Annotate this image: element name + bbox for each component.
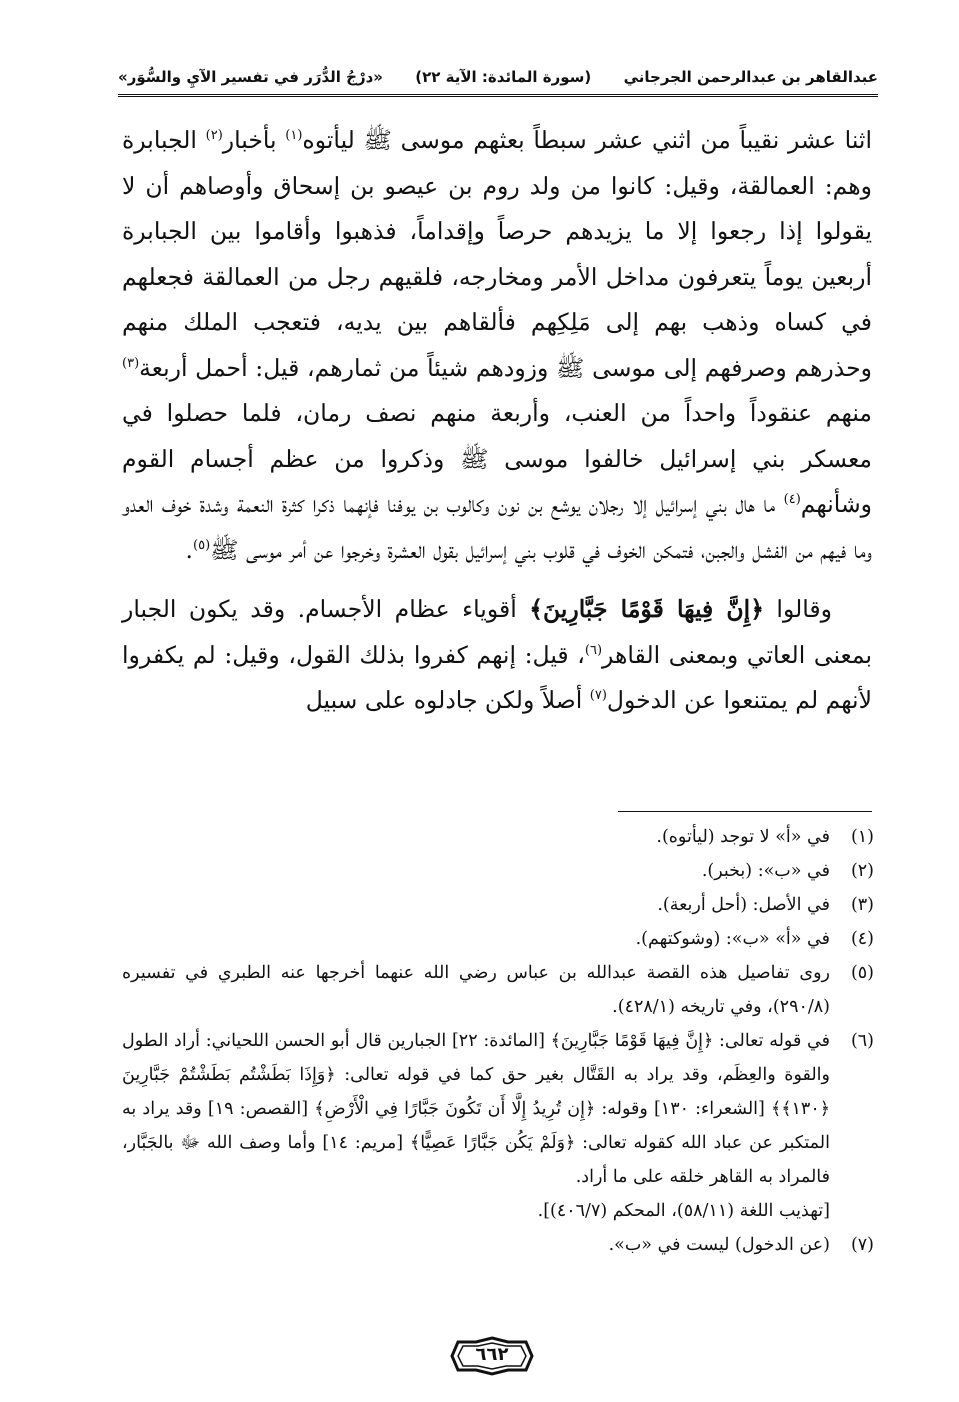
page-number-ornament — [450, 1336, 534, 1376]
paragraph-1 — [122, 118, 872, 573]
text-run: بأخبار — [222, 126, 286, 154]
footnote-ref-7[interactable]: (٧) — [589, 688, 607, 704]
quran-quote: ﴿إِنَّ فِيهَا قَوْمًا جَبَّارِينَ﴾ — [529, 595, 764, 623]
text-run: اثنا عشر نقيباً من اثني عشر سبطاً بعثهم موسى ﷺ ليأتوه — [302, 126, 872, 154]
footnote-number: (٣) — [850, 895, 874, 915]
footnote-number: (٦) — [850, 1031, 874, 1051]
footnote-number: (١) — [850, 827, 874, 847]
footnotes — [122, 820, 874, 1262]
footnote-divider — [618, 811, 872, 812]
footnote-2 — [122, 854, 874, 888]
footnote-ref-3[interactable]: (٣) — [122, 355, 140, 371]
footnote-ref-4[interactable]: (٤) — [783, 492, 801, 508]
page-number: ٦٦٢ — [475, 1344, 509, 1365]
text-run: أصلاً ولكن جادلوه على سبيل — [305, 686, 590, 714]
footnote-5 — [122, 956, 874, 1024]
footnote-text: (عن الدخول) ليست في «ب». — [608, 1235, 830, 1255]
footnote-number: (٧) — [850, 1235, 874, 1255]
text-run: ، قيل: إنهم كفروا بذلك القول، وقيل: لم يكفروا لأنهم لم يمتنعوا عن الدخول — [122, 640, 872, 714]
footnote-6-sources: [تهذيب اللغة (٥٨/١١)، المحكم (٤٠٦/٧)]. — [537, 1201, 830, 1221]
text-run: الجبابرة وهم: العمالقة، وقيل: كانوا من ولد روم بن عيصو بن إسحاق وأوصاهم أن لا يقولوا إذا رجعوا إلا ما يزيدهم حرصاً وإقداماً، فذهبوا وأقاموا بين الجبابرة أربعين يوماً يتعرفون مداخل الأمر ومخارجه، فلقيهم رجل من العمالقة فجعلهم في كساه وذهب بهم إلى مَلِكِهم فألقاهم بين يديه، فتعجب الملك منهم وحذرهم وصرفهم إلى موسى ﷺ وزودهم شيئاً من ثمارهم، قيل: أحمل أربعة — [122, 126, 872, 382]
footnote-text: روى تفاصيل هذه القصة عبدالله بن عباس رضي الله عنهما أخرجها عنه الطبري في تفسيره (٢٩٠/٨)، وفي تاريخه (٤٢٨/١). — [122, 963, 830, 1017]
footnote-1 — [122, 820, 874, 854]
text-run: . — [185, 535, 193, 564]
footnote-ref-1[interactable]: (١) — [285, 128, 303, 144]
footnote-ref-2[interactable]: (٢) — [205, 128, 223, 144]
header-author: عبدالقاهر بن عبدالرحمن الجرجاني — [623, 68, 878, 86]
main-text — [122, 118, 872, 724]
footnote-text: في الأصل: (أحل أربعة). — [657, 895, 830, 915]
text-run: ما هال بني إسرائيل إلا رجلان يوشع بن نون وكالوب بن يوفنا فإنهما ذكرا كثرة النعمة وشدة خوف العدو وما فيهم من الفشل والجبن، فتمكن الخوف في قلوب بني إسرائيل بقول العشرة وخرجوا عن أمر موسى ﷺ — [122, 490, 872, 564]
text-run: منهم عنقوداً واحداً من العنب، وأربعة منهم نصف رمان، فلما حصلوا في معسكر بني إسرائيل خالفوا موسى ﷺ وذكروا من عظم أجسام القوم وشأنهم — [122, 399, 872, 518]
footnote-4 — [122, 922, 874, 956]
text-run: وقالوا — [763, 595, 832, 623]
footnote-ref-5[interactable]: (٥) — [193, 537, 211, 553]
running-header — [118, 62, 878, 92]
footnote-text: في قوله تعالى: ﴿إِنَّ فِيهَا قَوْمًا جَبَّارِينَ﴾ [المائدة: ٢٢] الجبارين قال أبو الحسن اللحياني: أراد الطول والقوة والعِظَم، وقد يراد به القَتَّال بغير حق كما في قوله تعالى: ﴿وَإِذَا بَطَشْتُم بَطَشْتُمْ جَبَّارِينَ ﴿١٣٠﴾﴾ [الشعراء: ١٣٠] وقوله: ﴿إِن تُرِيدُ إِلَّا أَن تَكُونَ جَبَّارًا فِي الْأَرْضِ﴾ [القصص: ١٩] وقد يراد به المتكبر عن عباد الله كقوله تعالى: ﴿وَلَمْ يَكُن جَبَّارًا عَصِيًّا﴾ [مريم: ١٤] وأما وصف الله ﷻ بالجَبَّار، فالمراد به القاهر خلقه على ما أراد. — [122, 1031, 830, 1187]
footnote-text: في «أ» لا توجد (ليأتوه). — [656, 827, 830, 847]
footnote-number: (٢) — [850, 861, 874, 881]
header-book-title: «درْجُ الدُّرَر في تفسير الآيِ والسُّوَر» — [118, 68, 383, 86]
header-divider — [118, 94, 878, 97]
header-section: (سورة المائدة: الآية ٢٢) — [415, 68, 592, 86]
footnote-6 — [122, 1024, 874, 1194]
text-run: أقوياء عظام الأجسام. وقد يكون الجبار بمعنى العاتي وبمعنى القاهر — [122, 595, 873, 669]
footnote-text: في «ب»: (بخبر). — [701, 861, 830, 881]
footnote-ref-6[interactable]: (٦) — [584, 642, 603, 658]
paragraph-2 — [122, 587, 872, 724]
footnote-3 — [122, 888, 874, 922]
footnote-7 — [122, 1228, 874, 1262]
footnote-text: في «أ» «ب»: (وشوكتهم). — [635, 929, 830, 949]
footnote-number: (٤) — [850, 929, 874, 949]
footnote-number: (٥) — [850, 963, 874, 983]
